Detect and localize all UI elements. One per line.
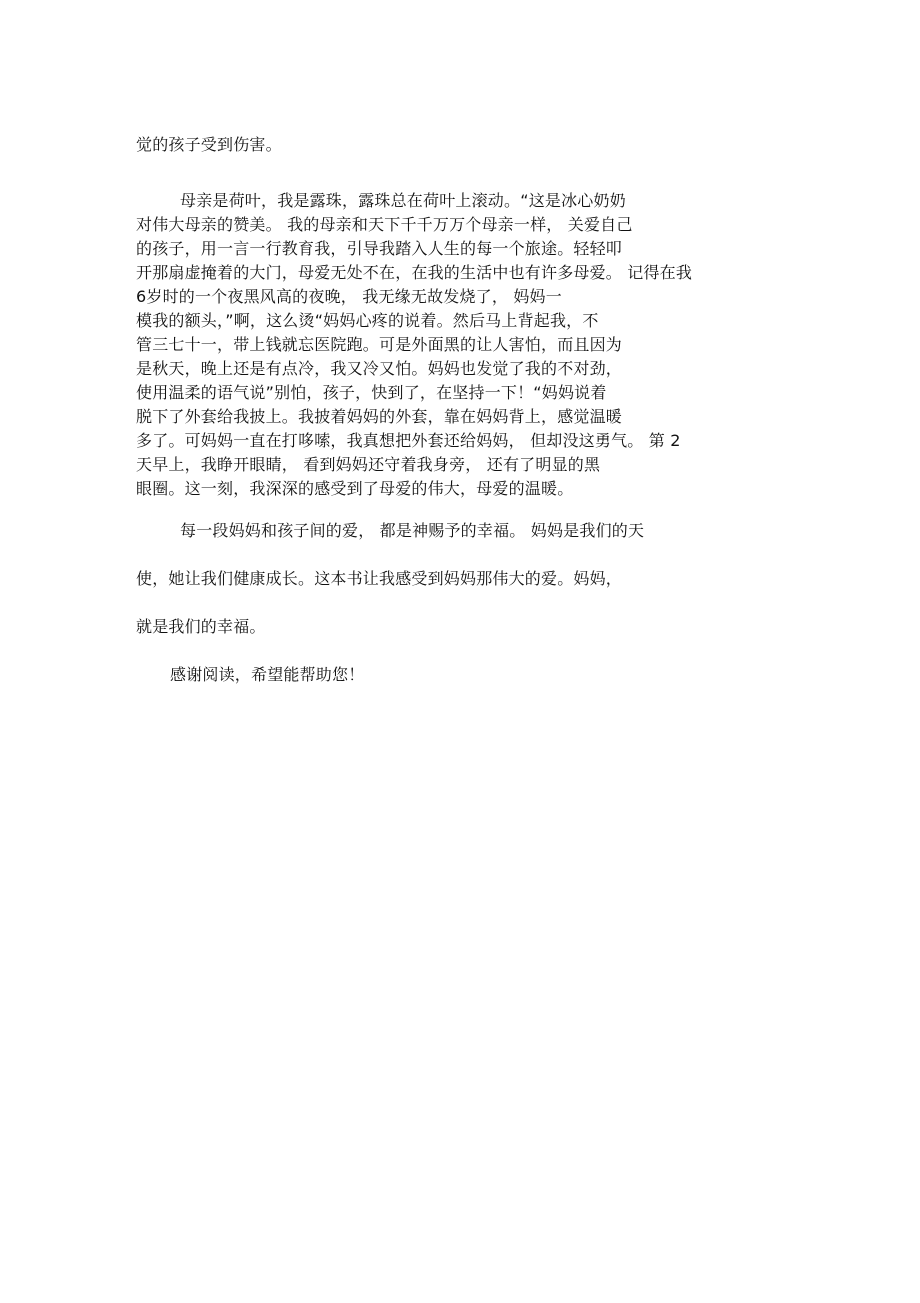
paragraph-2-line-3: 就是我们的幸福。 bbox=[136, 617, 266, 636]
opening-line: 觉的孩子受到伤害。 bbox=[136, 135, 282, 154]
paragraph-1-line-4: 开那扇虚掩着的大门，母爱无处不在，在我的生活中也有许多母爱。 记得在我 bbox=[136, 263, 693, 282]
paragraph-1-line-11: 多了。可妈妈一直在打哆嗦，我真想把外套还给妈妈， 但却没这勇气。 第 2 bbox=[136, 431, 681, 450]
paragraph-1-line-9: 使用温柔的语气说”别怕，孩子，快到了，在坚持一下！“妈妈说着 bbox=[136, 383, 607, 402]
paragraph-1-line-10: 脱下了外套给我披上。我披着妈妈的外套，靠在妈妈背上，感觉温暖 bbox=[136, 407, 623, 426]
paragraph-1-line-7: 管三七十一，带上钱就忘医院跑。可是外面黑的让人害怕，而且因为 bbox=[136, 335, 623, 354]
paragraph-1-line-13: 眼圈。这一刻，我深深的感受到了母爱的伟大，母爱的温暖。 bbox=[136, 479, 574, 498]
paragraph-1-line-8: 是秋天，晚上还是有点冷，我又冷又怕。妈妈也发觉了我的不对劲， bbox=[136, 359, 623, 378]
paragraph-2-line-2: 使，她让我们健康成长。这本书让我感受到妈妈那伟大的爱。妈妈， bbox=[136, 569, 623, 588]
paragraph-1-line-5: 6岁时的一个夜黑风高的夜晚， 我无缘无故发烧了， 妈妈一 bbox=[136, 287, 562, 306]
paragraph-1-line-12: 天早上，我睁开眼睛， 看到妈妈还守着我身旁， 还有了明显的黑 bbox=[136, 455, 601, 474]
paragraph-2-line-1: 每一段妈妈和孩子间的爱， 都是神赐予的幸福。 妈妈是我们的天 bbox=[180, 521, 645, 540]
paragraph-1-line-1: 母亲是荷叶，我是露珠，露珠总在荷叶上滚动。“这是冰心奶奶 bbox=[180, 191, 626, 210]
closing-line: 感谢阅读，希望能帮助您！ bbox=[170, 665, 365, 684]
paragraph-1-line-3: 的孩子，用一言一行教育我，引导我踏入人生的每一个旅途。轻轻叩 bbox=[136, 239, 623, 258]
paragraph-1-line-6: 模我的额头，”啊，这么烫“妈妈心疼的说着。然后马上背起我，不 bbox=[136, 311, 599, 330]
paragraph-1-line-2: 对伟大母亲的赞美。 我的母亲和天下千千万万个母亲一样， 关爱自己 bbox=[136, 215, 633, 234]
